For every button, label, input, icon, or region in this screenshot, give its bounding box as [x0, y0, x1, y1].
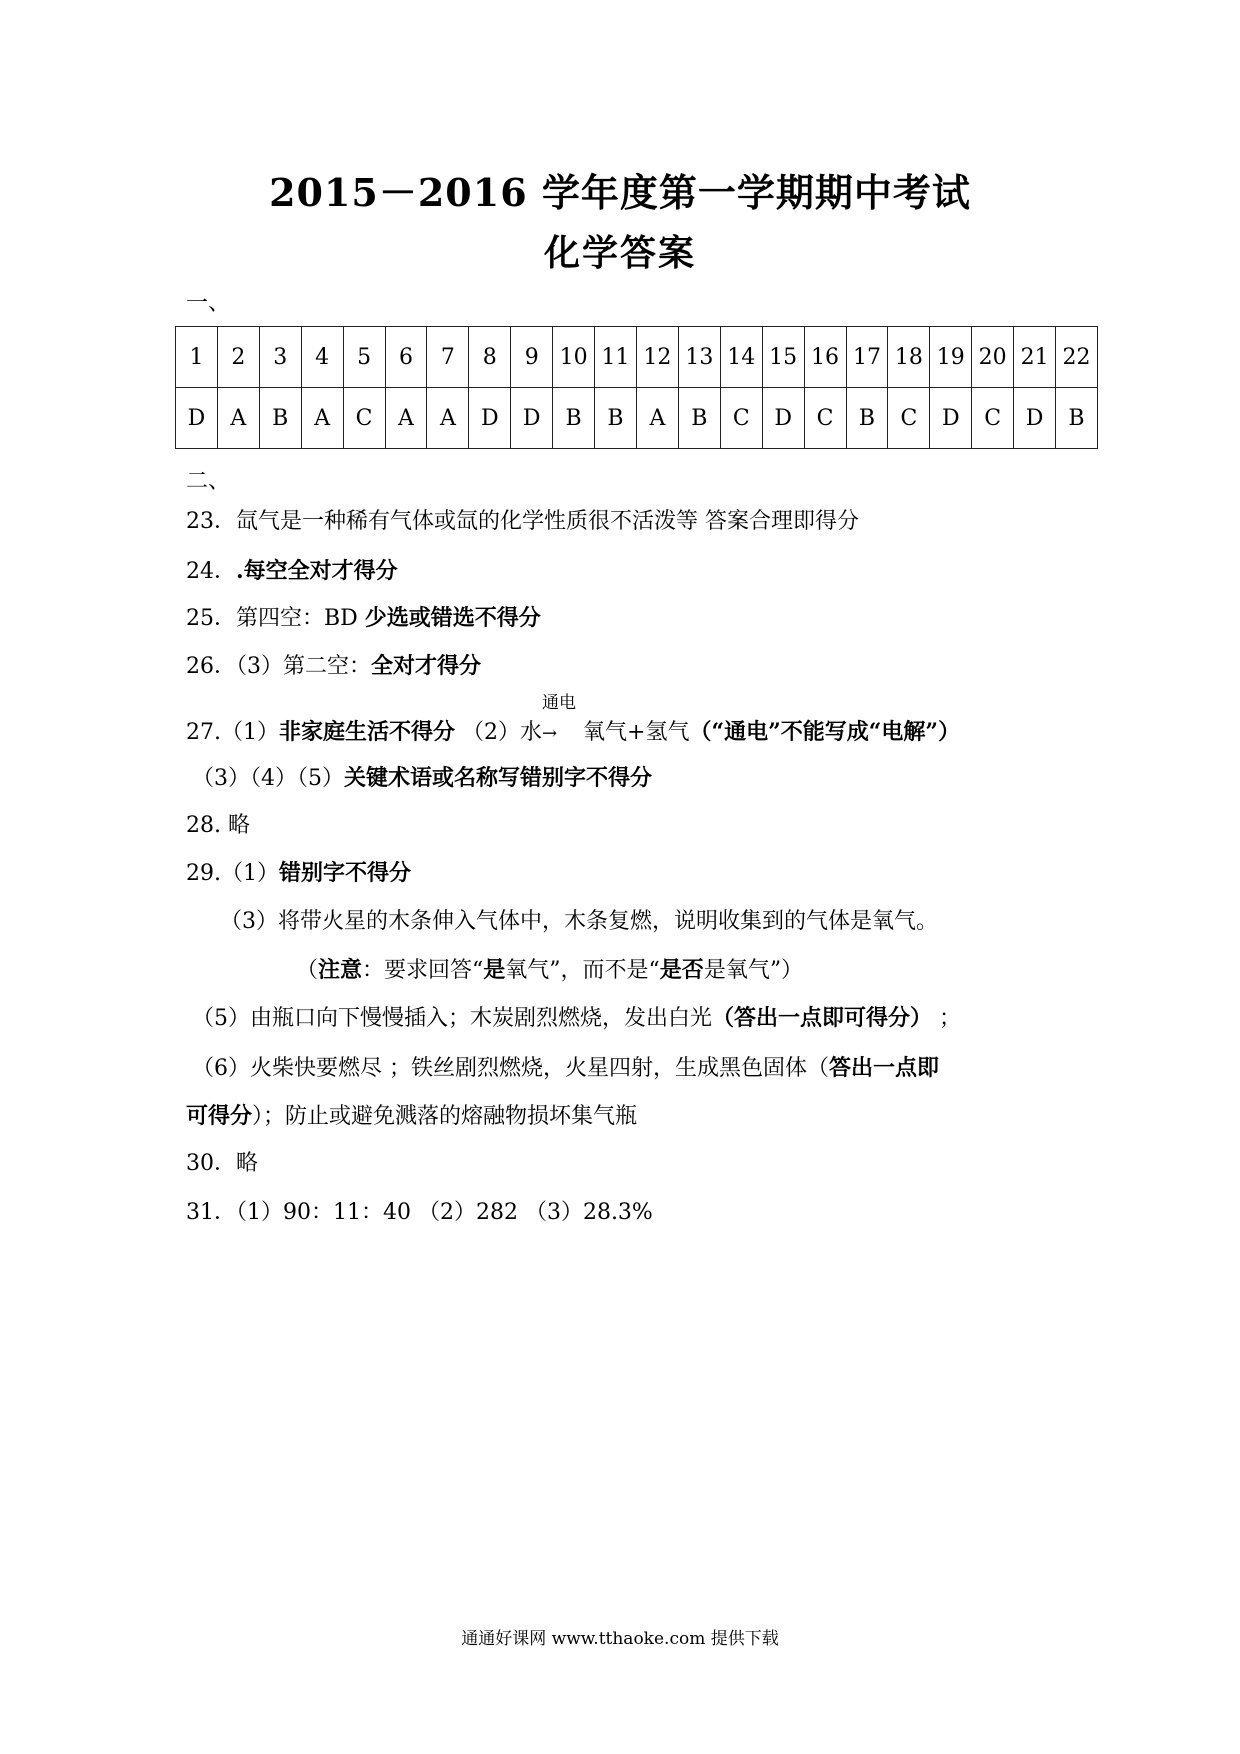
answer-29-6b-text: ）；防止或避免溅落的熔融物损坏集气瓶	[252, 1104, 638, 1129]
note-open: （	[296, 958, 319, 983]
answer-28: 28. 略	[186, 813, 250, 838]
question-number-cell: 19	[930, 327, 972, 388]
question-number-cell: 6	[385, 327, 427, 388]
answer-29-5-text: （5）由瓶口向下慢慢插入；木炭剧烈燃烧，发出白光	[192, 1006, 712, 1031]
answer-cell: A	[385, 388, 427, 449]
page-title: 2015－2016 学年度第一学期期中考试	[269, 170, 971, 215]
answer-27	[186, 693, 961, 749]
note-bold-3: 是否	[659, 957, 704, 983]
answer-27-part3: 氧气+氢气	[576, 720, 690, 745]
answer-25-text: 25．第四空：BD	[186, 606, 365, 631]
answer-cell: A	[217, 388, 259, 449]
arrow-icon: →	[542, 723, 558, 744]
question-number-cell: 16	[804, 327, 846, 388]
answer-cell: D	[176, 388, 218, 449]
answer-cell: C	[972, 388, 1014, 449]
answer-26-note: 全对才得分	[371, 653, 482, 679]
answer-29-6b	[186, 1101, 637, 1132]
answer-cell: D	[1014, 388, 1056, 449]
answer-24-num: 24．	[186, 559, 236, 584]
answer-29-note: 错别字不得分	[279, 860, 412, 886]
question-number-cell: 18	[888, 327, 930, 388]
reaction-arrow	[542, 693, 577, 749]
question-number-cell: 2	[217, 327, 259, 388]
question-number-cell: 14	[720, 327, 762, 388]
answer-cell: D	[511, 388, 553, 449]
answer-cell: D	[469, 388, 511, 449]
answer-cell: C	[804, 388, 846, 449]
page-footer: 通通好课网 www.tthaoke.com 提供下载	[461, 1629, 779, 1649]
answer-table	[175, 326, 1098, 449]
question-number-cell: 1	[176, 327, 218, 388]
answer-26	[186, 651, 481, 682]
question-number-cell: 8	[469, 327, 511, 388]
answer-cell: A	[301, 388, 343, 449]
question-number-cell: 20	[972, 327, 1014, 388]
answer-cell: B	[846, 388, 888, 449]
answer-cell: B	[1056, 388, 1098, 449]
answer-cell: B	[595, 388, 637, 449]
answer-29-3: （3）将带火星的木条伸入气体中，木条复燃，说明收集到的气体是氧气。	[220, 909, 938, 934]
note-mid-3: 是氧气”）	[703, 958, 804, 983]
question-number-cell: 22	[1056, 327, 1098, 388]
table-row-answers	[176, 388, 1098, 449]
answer-cell: B	[259, 388, 301, 449]
answer-cell: B	[553, 388, 595, 449]
answer-25-note: 少选或错选不得分	[364, 605, 541, 631]
answer-30: 30．略	[186, 1151, 258, 1176]
answer-24-note: .每空全对才得分	[236, 558, 398, 584]
answer-29-num: 29.（1）	[186, 861, 279, 886]
question-number-cell: 7	[427, 327, 469, 388]
note-mid-1: ：要求回答“	[362, 958, 484, 983]
answer-27-note2: （“通电”不能写成“电解”）	[689, 719, 961, 745]
note-bold-2: 是	[483, 957, 506, 983]
question-number-cell: 10	[553, 327, 595, 388]
answer-29-6-text: （6）火柴快要燃尽 ；铁丝剧烈燃烧，火星四射，生成黑色固体（	[192, 1056, 829, 1081]
answer-cell: A	[427, 388, 469, 449]
answer-29-5-note: （答出一点即可得分）	[712, 1005, 933, 1031]
question-number-cell: 3	[259, 327, 301, 388]
note-mid-2: 氧气”，而不是“	[505, 958, 660, 983]
answer-cell: C	[720, 388, 762, 449]
answer-24	[186, 556, 398, 587]
answer-26-text: 26．（3）第二空：	[186, 654, 371, 679]
note-bold-1: 注意	[318, 957, 363, 983]
answer-cell: C	[888, 388, 930, 449]
question-number-cell: 5	[343, 327, 385, 388]
page-subtitle: 化学答案	[543, 232, 696, 274]
answer-27-note1: 非家庭生活不得分	[279, 719, 456, 745]
answer-cell: B	[678, 388, 720, 449]
question-number-cell: 11	[595, 327, 637, 388]
answer-27b-num: （3）（4）（5）	[192, 766, 344, 791]
table-row-numbers	[176, 327, 1098, 388]
answer-23: 23．氙气是一种稀有气体或氙的化学性质很不活泼等 答案合理即得分	[186, 509, 859, 534]
answer-29	[186, 858, 411, 889]
answer-27b	[192, 763, 652, 794]
question-number-cell: 9	[511, 327, 553, 388]
answer-cell: C	[343, 388, 385, 449]
question-number-cell: 21	[1014, 327, 1056, 388]
answer-29-note-line	[296, 955, 803, 986]
section-label-two: 二、	[186, 469, 231, 494]
answer-25	[186, 603, 541, 634]
question-number-cell: 13	[678, 327, 720, 388]
answer-29-6	[192, 1053, 939, 1084]
answer-29-5	[192, 1003, 961, 1034]
section-label-one: 一、	[186, 291, 231, 316]
reaction-condition: 通电	[542, 693, 577, 713]
answer-27b-note: 关键术语或名称写错别字不得分	[344, 765, 653, 791]
answer-29-5-tail: ；	[932, 1006, 962, 1031]
question-number-cell: 12	[636, 327, 678, 388]
question-number-cell: 4	[301, 327, 343, 388]
question-number-cell: 17	[846, 327, 888, 388]
answer-cell: D	[762, 388, 804, 449]
answer-27-part2: （2）水	[455, 720, 543, 745]
answer-cell: D	[930, 388, 972, 449]
answer-31: 31．（1）90：11：40 （2）282 （3）28.3%	[186, 1200, 653, 1225]
question-number-cell: 15	[762, 327, 804, 388]
answer-29-6-note: 答出一点即	[829, 1055, 940, 1081]
answer-cell: A	[636, 388, 678, 449]
answer-29-6b-note: 可得分	[186, 1103, 253, 1129]
answer-27-num: 27.（1）	[186, 720, 279, 745]
